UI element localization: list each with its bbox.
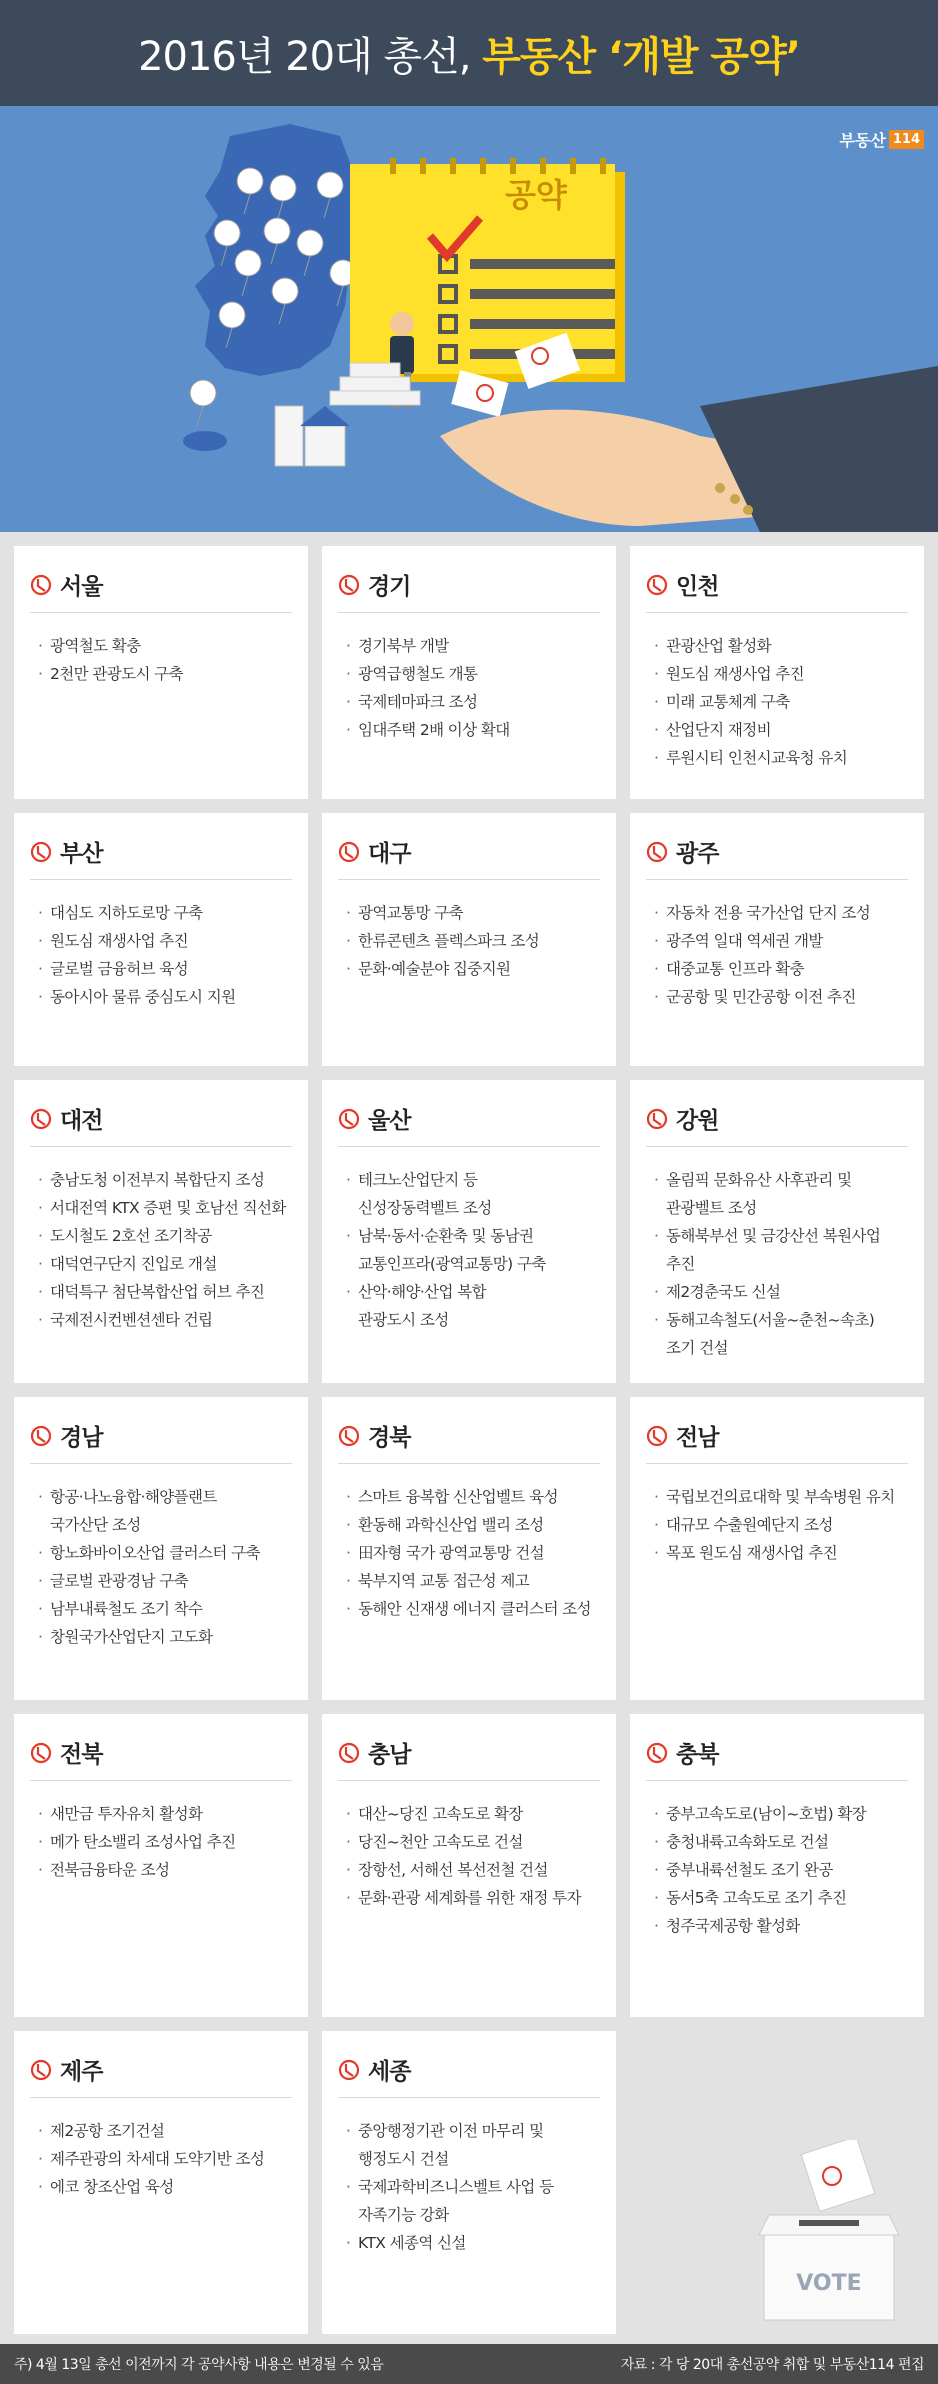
region-name: 인천 [676, 574, 719, 600]
pledge-item: · 중부내륙선철도 조기 완공 [654, 1856, 908, 1884]
region-card-header [646, 835, 908, 880]
pledge-item: · 스마트 융복합 신산업벨트 육성 [346, 1483, 600, 1511]
pledge-item: · 충청내륙고속화도로 건설 [654, 1828, 908, 1856]
pledge-item: · 원도심 재생사업 추진 [38, 927, 292, 955]
region-card-header [338, 568, 600, 613]
pin-icon [190, 380, 216, 426]
footer [0, 2344, 938, 2384]
vote-stamp-icon [646, 1425, 668, 1447]
vote-stamp-icon [646, 574, 668, 596]
pledge-item: · 자동차 전용 국가산업 단지 조성 [654, 899, 908, 927]
pledge-list [646, 1166, 908, 1362]
region-card [322, 1397, 616, 1700]
pledge-item: · 대산~당진 고속도로 확장 [346, 1800, 600, 1828]
pledge-item: · 당진~천안 고속도로 건설 [346, 1828, 600, 1856]
pledge-item: · 목포 원도심 재생사업 추진 [654, 1539, 908, 1567]
brand-logo [839, 128, 924, 151]
pledge-item: · 경기북부 개발 [346, 632, 600, 660]
pledge-list [30, 2117, 292, 2201]
pledge-item: · 대덕특구 첨단복합산업 허브 추진 [38, 1278, 292, 1306]
hero-artwork [0, 106, 938, 532]
korea-map-icon [195, 124, 360, 376]
pledge-item: · 산업단지 재정비 [654, 716, 908, 744]
region-name: 울산 [368, 1108, 411, 1134]
region-card [630, 546, 924, 799]
region-name: 부산 [60, 841, 103, 867]
pledge-list [30, 1800, 292, 1884]
pledge-list [30, 1166, 292, 1334]
footer-source: 자료 : 각 당 20대 총선공약 취합 및 부동산114 편집 [620, 2357, 924, 2373]
vote-stamp-icon [646, 1108, 668, 1130]
pledge-item: · 대규모 수출원예단지 조성 [654, 1511, 908, 1539]
pledge-item: · 군공항 및 민간공항 이전 추진 [654, 983, 908, 1011]
region-name: 경기 [368, 574, 411, 600]
pledge-list [646, 1800, 908, 1940]
pledge-item: · 국제전시컨벤션센타 건립 [38, 1306, 292, 1334]
region-name: 대구 [368, 841, 411, 867]
pledge-item: · 미래 교통체계 구축 [654, 688, 908, 716]
vote-stamp-icon [30, 1108, 52, 1130]
region-card [14, 1714, 308, 2017]
pledge-item: · 국제테마파크 조성 [346, 688, 600, 716]
pledge-list [30, 1483, 292, 1651]
pledge-list [30, 899, 292, 1011]
region-card [14, 546, 308, 799]
pledge-item: · 항공·나노융합·해양플랜트 국가산단 조성 [38, 1483, 292, 1539]
pledge-item: · 광역급행철도 개통 [346, 660, 600, 688]
region-card [322, 813, 616, 1066]
pledge-item: · 올림픽 문화유산 사후관리 및 관광벨트 조성 [654, 1166, 908, 1222]
region-card [630, 1080, 924, 1383]
pledge-item: · 서대전역 KTX 증편 및 호남선 직선화 [38, 1194, 292, 1222]
region-card [14, 813, 308, 1066]
pledge-item: · KTX 세종역 신설 [346, 2229, 600, 2257]
region-card [630, 1397, 924, 1700]
pledge-item: · 2천만 관광도시 구축 [38, 660, 292, 688]
region-card-header [338, 1419, 600, 1464]
pledge-item: · 에코 창조산업 육성 [38, 2173, 292, 2201]
pledge-item: · 중부고속도로(남이~호법) 확장 [654, 1800, 908, 1828]
region-card-header [338, 835, 600, 880]
region-card [322, 546, 616, 799]
pledge-item: · 광역교통망 구축 [346, 899, 600, 927]
region-card-header [646, 1736, 908, 1781]
pledge-item: · 도시철도 2호선 조기착공 [38, 1222, 292, 1250]
vote-stamp-icon [338, 1108, 360, 1130]
pledge-item: · 대덕연구단지 진입로 개설 [38, 1250, 292, 1278]
region-name: 경남 [60, 1425, 103, 1451]
pledge-list [646, 632, 908, 772]
region-card-header [646, 1102, 908, 1147]
vote-label: VOTE [796, 2271, 862, 2296]
pledge-item: · 충남도청 이전부지 복합단지 조성 [38, 1166, 292, 1194]
vote-stamp-icon [30, 1425, 52, 1447]
region-card-header [30, 1419, 292, 1464]
vote-stamp-icon [646, 1742, 668, 1764]
region-card [630, 1714, 924, 2017]
pledge-item: · 글로벌 금융허브 육성 [38, 955, 292, 983]
pledge-list [338, 2117, 600, 2257]
pledge-item: · 제2공항 조기건설 [38, 2117, 292, 2145]
pledge-list [646, 899, 908, 1011]
hand-icon [440, 366, 938, 532]
pledge-item: · 광역철도 확충 [38, 632, 292, 660]
pledge-item: · 제2경춘국도 신설 [654, 1278, 908, 1306]
pledge-list [646, 1483, 908, 1567]
pledge-item: · 문화·예술분야 집중지원 [346, 955, 600, 983]
pledge-list [338, 632, 600, 744]
pledge-item: · 환동해 과학신산업 밸리 조성 [346, 1511, 600, 1539]
board-label: 공약 [505, 176, 567, 214]
pledge-item: · 메가 탄소밸리 조성사업 추진 [38, 1828, 292, 1856]
pledge-item: · 남북·동서·순환축 및 동남권 교통인프라(광역교통망) 구축 [346, 1222, 600, 1278]
region-name: 충북 [676, 1742, 719, 1768]
pledge-item: · 북부지역 교통 접근성 제고 [346, 1567, 600, 1595]
region-card-header [646, 1419, 908, 1464]
pledge-item: · 원도심 재생사업 추진 [654, 660, 908, 688]
vote-stamp-icon [30, 574, 52, 596]
pledge-item: · 항노화바이오산업 클러스터 구축 [38, 1539, 292, 1567]
pledge-list [338, 1483, 600, 1623]
region-card-header [338, 1736, 600, 1781]
title-prefix: 2016년 20대 총선, [138, 33, 483, 80]
region-name: 경북 [368, 1425, 411, 1451]
pledge-item: · 국립보건의료대학 및 부속병원 유치 [654, 1483, 908, 1511]
pledge-item: · 대심도 지하도로망 구축 [38, 899, 292, 927]
region-name: 서울 [60, 574, 103, 600]
pledge-item: · 임대주택 2배 이상 확대 [346, 716, 600, 744]
pledge-item: · 문화·관광 세계화를 위한 재정 투자 [346, 1884, 600, 1912]
vote-stamp-icon [30, 2059, 52, 2081]
vote-stamp-icon [338, 1742, 360, 1764]
pledge-list [338, 1166, 600, 1334]
region-card [630, 813, 924, 1066]
region-card-header [30, 1102, 292, 1147]
pledge-item: · 루원시티 인천시교육청 유치 [654, 744, 908, 772]
region-name: 제주 [60, 2059, 103, 2085]
pledge-item: · 글로벌 관광경남 구축 [38, 1567, 292, 1595]
pledge-item: · 동해안 신재생 에너지 클러스터 조성 [346, 1595, 600, 1623]
pledge-item: · 제주관광의 차세대 도약기반 조성 [38, 2145, 292, 2173]
vote-stamp-icon [338, 574, 360, 596]
region-name: 전북 [60, 1742, 103, 1768]
region-card-header [646, 568, 908, 613]
region-card [14, 1080, 308, 1383]
region-card-header [30, 568, 292, 613]
region-card [14, 2031, 308, 2334]
pledge-item: · 새만금 투자유치 활성화 [38, 1800, 292, 1828]
pledge-item: · 전북금융타운 조성 [38, 1856, 292, 1884]
region-card-header [30, 1736, 292, 1781]
region-name: 세종 [368, 2059, 411, 2085]
pledge-list [30, 632, 292, 688]
pledge-item: · 田자형 국가 광역교통망 건설 [346, 1539, 600, 1567]
pledge-item: · 테크노산업단지 등 신성장동력벨트 조성 [346, 1166, 600, 1222]
pledge-item: · 국제과학비즈니스벨트 사업 등 자족기능 강화 [346, 2173, 600, 2229]
region-card [322, 1714, 616, 2017]
pledge-item: · 동아시아 물류 중심도시 지원 [38, 983, 292, 1011]
vote-stamp-icon [30, 1742, 52, 1764]
region-card [322, 2031, 616, 2334]
region-card-header [338, 1102, 600, 1147]
pledge-item: · 산악·해양·산업 복합 관광도시 조성 [346, 1278, 600, 1334]
region-name: 광주 [676, 841, 719, 867]
footer-note: 주) 4월 13일 총선 이전까지 각 공약사항 내용은 변경될 수 있음 [14, 2357, 384, 2373]
region-card [322, 1080, 616, 1383]
pledge-item: · 광주역 일대 역세권 개발 [654, 927, 908, 955]
region-card [14, 1397, 308, 1700]
pledge-item: · 중앙행정기관 이전 마무리 및 행정도시 건설 [346, 2117, 600, 2173]
jeju-island-icon [183, 431, 227, 451]
pledge-item: · 관광산업 활성화 [654, 632, 908, 660]
pledge-list [338, 1800, 600, 1912]
pledge-list [338, 899, 600, 983]
pledge-item: · 동서5축 고속도로 조기 추진 [654, 1884, 908, 1912]
pledge-item: · 동해북부선 및 금강산선 복원사업 추진 [654, 1222, 908, 1278]
pledge-item: · 한류콘텐츠 플렉스파크 조성 [346, 927, 600, 955]
region-card-header [30, 835, 292, 880]
vote-stamp-icon [30, 841, 52, 863]
buildings-icon [275, 406, 350, 466]
pledge-item: · 동해고속철도(서울~춘천~속초) 조기 건설 [654, 1306, 908, 1362]
pledge-item: · 남부내륙철도 조기 착수 [38, 1595, 292, 1623]
pledge-item: · 장항선, 서해선 복선전철 건설 [346, 1856, 600, 1884]
logo-text: 부동산 [839, 131, 886, 150]
region-name: 충남 [368, 1742, 411, 1768]
region-card-header [338, 2053, 600, 2098]
hero-illustration [0, 106, 938, 532]
region-name: 대전 [60, 1108, 103, 1134]
pledge-item: · 창원국가산업단지 고도화 [38, 1623, 292, 1651]
title-highlight: 부동산 ‘개발 공약’ [482, 33, 800, 80]
region-name: 전남 [676, 1425, 719, 1451]
pledge-item: · 대중교통 인프라 확충 [654, 955, 908, 983]
vote-stamp-icon [646, 841, 668, 863]
vote-stamp-icon [338, 841, 360, 863]
header [0, 0, 938, 106]
vote-stamp-icon [338, 1425, 360, 1447]
vote-stamp-icon [338, 2059, 360, 2081]
ballot-box-icon [754, 2140, 904, 2330]
pledge-item: · 청주국제공항 활성화 [654, 1912, 908, 1940]
region-name: 강원 [676, 1108, 719, 1134]
page-title [138, 25, 800, 82]
logo-number: 114 [889, 130, 924, 149]
region-card-header [30, 2053, 292, 2098]
